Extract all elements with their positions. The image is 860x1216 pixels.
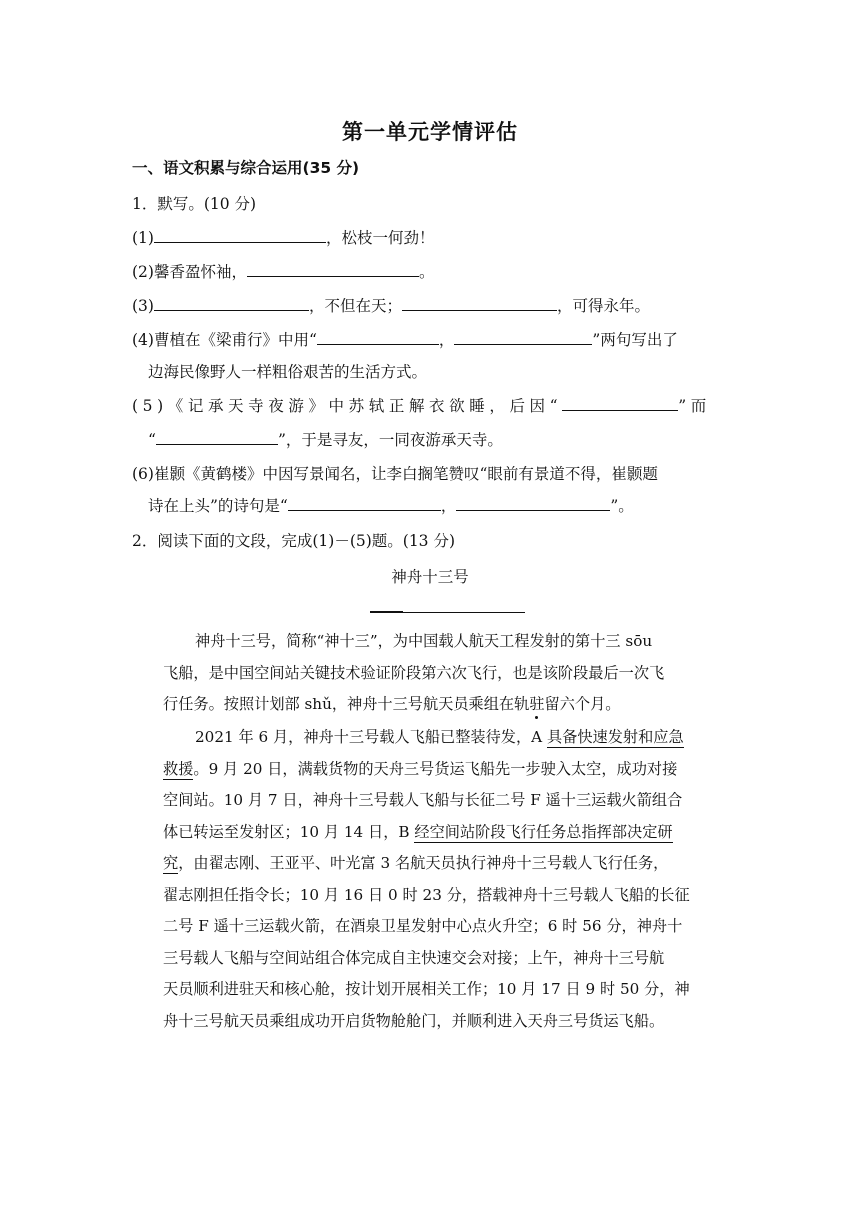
- passage-paragraph-2: [163, 722, 733, 1037]
- q1-item-5-tail: ”而: [678, 397, 711, 415]
- answer-blank[interactable]: [154, 227, 326, 243]
- q1-item-1-text: ，松枝一何劲！: [325, 229, 435, 247]
- q1-item-6-text: 诗在上头”的诗句是“: [148, 497, 288, 515]
- answer-blank[interactable]: [288, 495, 441, 511]
- passage-line: [163, 848, 733, 880]
- q1-item-3-text: ，不但在天；: [308, 297, 402, 315]
- q1-item-1: [132, 226, 434, 248]
- q1-item-3-prefix: (3): [132, 297, 154, 315]
- q1-item-6-comma: ，: [440, 497, 457, 515]
- passage-line: 舟十三号航天员乘组成功开启货物舱舱门，并顺利进入天舟三号货运飞船。: [163, 1011, 665, 1030]
- passage-line: 三号载人飞船与空间站组合体完成自主快速交会对接；上午，神舟十三号航: [163, 948, 665, 967]
- passage-text: ，由翟志刚、王亚平、叶光富 3 名航天员执行神舟十三号载人飞行任务，: [178, 854, 669, 872]
- answer-blank[interactable]: [562, 395, 678, 411]
- passage-line: [163, 722, 733, 754]
- answer-blank[interactable]: [156, 429, 278, 445]
- q1-item-5-text: (5)《记承天寺夜游》中苏轼正解衣欲睡，后因“: [132, 397, 563, 415]
- q1-item-4-tail: ”两句写出了: [592, 331, 678, 349]
- q1-item-2-end: 。: [418, 263, 435, 281]
- q1-item-5-quote: “: [148, 431, 156, 449]
- passage-title: 神舟十三号: [391, 568, 469, 586]
- underlined-phrase-a: 具备快速发射和应急: [546, 728, 684, 746]
- passage-line: [163, 754, 733, 786]
- answer-blank[interactable]: [154, 295, 309, 311]
- q1-item-4: [132, 328, 678, 350]
- q1-item-4-text: (4)曹植在《梁甫行》中用“: [132, 331, 317, 349]
- q1-item-5-end: ”，于是寻友，一同夜游承天寺。: [277, 431, 503, 449]
- q1-item-6-cont: [148, 494, 634, 516]
- q1-item-2: [132, 260, 434, 282]
- underlined-phrase-b-end: 究: [163, 854, 179, 872]
- answer-blank[interactable]: [317, 329, 439, 345]
- passage-text: 。9 月 20 日，满载货物的天舟三号货运飞船先一步驶入太空，成功对接: [193, 759, 678, 778]
- passage-line: 飞船，是中国空间站关键技术验证阶段第六次飞行，也是该阶段最后一次飞: [163, 663, 665, 682]
- subtitle-dash: [370, 611, 403, 612]
- answer-blank[interactable]: [454, 329, 592, 345]
- underlined-phrase-a-end: 救援: [163, 759, 194, 778]
- q1-item-6: (6)崔颢《黄鹤楼》中因写景闻名，让李白搁笔赞叹“眼前有景道不得，崔颢题: [132, 465, 658, 483]
- passage-line: 神舟十三号，简称“神十三”，为中国载人航天工程发射的第十三 sōu: [195, 632, 653, 650]
- passage-line: [163, 817, 733, 849]
- question-1-stem: 1．默写。(10 分): [132, 195, 257, 213]
- q1-item-3-end: ，可得永年。: [556, 297, 650, 315]
- passage-line: 空间站。10 月 7 日，神舟十三号载人飞船与长征二号 F 遥十三运载火箭组合: [163, 791, 683, 809]
- passage-line: 二号 F 遥十三运载火箭，在酒泉卫星发射中心点火升空；6 时 56 分，神舟十: [163, 917, 683, 935]
- q1-item-1-prefix: (1): [132, 229, 154, 247]
- q1-item-4-cont: 边海民像野人一样粗俗艰苦的生活方式。: [148, 363, 428, 381]
- q1-item-3: [132, 294, 650, 316]
- underlined-phrase-b: 经空间站阶段飞行任务总指挥部决定研: [414, 822, 673, 841]
- question-2-stem: 2．阅读下面的文段，完成(1)－(5)题。(13 分): [132, 532, 456, 550]
- dotted-char: 驻: [529, 695, 545, 713]
- q1-item-2-text: (2)馨香盈怀袖，: [132, 263, 247, 281]
- passage-line: 天员顺利进驻天和核心舱，按计划开展相关工作；10 月 17 日 9 时 50 分，神: [163, 980, 690, 998]
- q1-item-5-cont: [148, 428, 503, 450]
- q1-item-4-comma: ，: [438, 331, 455, 349]
- passage-line: 翟志刚担任指令长；10 月 16 日 0 时 23 分，搭载神舟十三号载人飞船的长征: [163, 885, 690, 904]
- passage-line: 行任务。按照计划部 shǔ，神舟十三号航天员乘组在轨驻留六个月。: [163, 695, 621, 713]
- page-title: 第一单元学情评估: [342, 120, 518, 144]
- q1-item-6-end: ”。: [610, 497, 634, 515]
- passage-paragraph-1: [163, 626, 733, 721]
- answer-blank[interactable]: [247, 261, 419, 277]
- passage-text: 体已转运至发射区；10 月 14 日，B: [163, 822, 415, 841]
- answer-blank[interactable]: [402, 295, 557, 311]
- section-heading: 一、语文积累与综合运用(35 分): [132, 159, 360, 177]
- passage-text: 2021 年 6 月，神舟十三号载人飞船已整装待发，A: [195, 728, 547, 746]
- q1-item-5: [132, 394, 711, 416]
- answer-blank[interactable]: [456, 495, 610, 511]
